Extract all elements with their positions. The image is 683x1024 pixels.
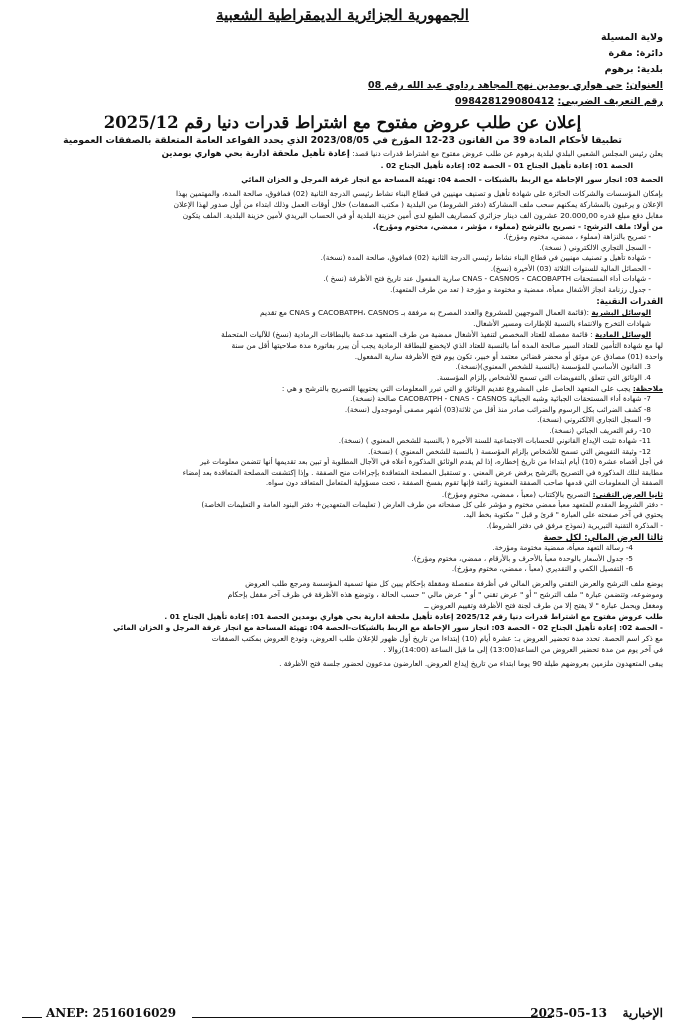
deposit-line: ومغفل ويحمل عبارة " لا يفتح إلا من طرف لجنة فتح الأظرفة وتقييم العروض ــ bbox=[424, 600, 663, 610]
deposit-line: يوضع ملف الترشح والعرض التقني والعرض المالي في أظرفة منفصلة ومقفلة بإحكام يبين كل منها تسمية المؤسسة ومرجع طلب العروض bbox=[245, 578, 663, 588]
lots-line-2: الحصة 03: انجاز سور الإحاطة مع الربط بالشبكات - الحصة 04: تهيئة المساحة مع انجاز غرفة المرجل و الخزان المائي bbox=[241, 175, 663, 184]
issuer-header bbox=[22, 30, 663, 110]
warning-line: في أجل أقصاه عشرة (10) أيام ابتداءا من تاريخ إخطاره، إذا لم يقدم الوثائق المذكورة أعلاه في الآجال المطلوبة أو تبين بعد تقديمها أنها تتضمن معلومات غير bbox=[200, 457, 663, 466]
human-resources-text: :(قائمة العمال الموجهين للمشروع والعدد المصرح به مرفقة بـ CACOBATPH، CASNOS و CNAS مع تقديم bbox=[260, 308, 589, 317]
financial-items bbox=[22, 543, 663, 575]
material-resources-text: : قائمة مفصلة للعتاد المخصص لتنفيذ الأشغال ممضية من طرف المتعهد مدعمة بالبطاقات الرمادية (نسخ) للآليات المتحملة bbox=[221, 330, 593, 339]
technical-offer-line-2: - دفتر الشروط المقدم للمتعهد معبأ ممضي مختوم و مؤشر على كل صفحاته من طرف العارض ( تعليمات المتعهدين+ دفتر البنود العامة و التعليمات الخاصة) bbox=[201, 499, 663, 509]
legal-reference: تطبيقا لأحكام المادة 39 من القانون 23-12 المؤرخ في 2023/08/05 الذي يحدد القواعد العامة المتعلقة بالصفقات العمومية bbox=[63, 135, 622, 146]
legal-items bbox=[22, 362, 663, 383]
deposit-line: في آخر يوم من مدة تحضير العروض من الساعة(13:00) إلى ما قبل الساعة (14:00)زوالا . bbox=[383, 644, 663, 654]
technical-offer-line bbox=[22, 489, 663, 500]
financial-offer-heading: ثالثا العرض المالي: لكل حصة bbox=[543, 532, 663, 542]
list-item: 3. القانون الأساسي للمؤسسة (بالنسبة للشخص المعنوي)(نسخة). bbox=[455, 362, 651, 371]
list-item: - السجل التجاري الالكتروني ( نسخة). bbox=[539, 242, 651, 252]
list-item: 5- جدول الأسعار بالوحدة معبأ بالأحرف و بالأرقام ، ممضي، مختوم ومؤرخ). bbox=[411, 553, 633, 563]
anep-number: ANEP: 2516016029 bbox=[46, 1006, 177, 1020]
note-text: يجب على المتعهد الحاصل على المشروع تقديم الوثائق و التي تبرر المعلومات التي يحتويها التصريح بالترشح و هي : bbox=[281, 384, 631, 393]
lots-line-1: الحصة 01: إعادة تأهيل الجناح 01 - الحصة 02: إعادة تأهيل الجناح 02 . bbox=[380, 161, 633, 170]
list-item: 11- شهادة تثبت الإيداع القانوني للحسابات الاجتماعية للسنة الأخيرة ( بالنسبة للشخص المعنوي ) (نسخة). bbox=[338, 436, 651, 445]
deposit-line: وموضوعه، وتتضمن عبارة " ملف الترشح " أو " عرض تقني " أو " عرض مالي " حسب الحالة ، وتوضع هذه الأظرفة في ظرف آخر مقفل بإحكام bbox=[227, 589, 663, 599]
human-resources-line bbox=[22, 307, 663, 318]
baladiya-line: بلدية: برهوم bbox=[604, 64, 663, 75]
technical-offer-text: التصريح بالإكتتاب (معبأ ، ممضي، مختوم ومؤرخ). bbox=[441, 489, 591, 499]
body-paragraph-line: مقابل دفع مبلغ قدره 20.000,00 عشرون الف دينار جزائري كمصاريف الطبع لدى أمين خزينة البلدية أو في الحساب البريدي لأمين خزينة البلدية. الملف يتكون bbox=[182, 211, 663, 220]
list-item: 8- كشف الضرائب بكل الرسوم والضرائب صادر منذ أقل من ثلاثة(03) أشهر مصفى أوموجدول (نسخة). bbox=[344, 404, 651, 414]
warning-line: مطابقة لتلك المذكورة في التصريح بالترشح يرفض عرض المعني . و تستقبل المصلحة المتعاقدة بإجراءات منح الصفقة . وإذا إكتشفت المصلحة المتعاقدة بعد إمضاء bbox=[182, 467, 663, 477]
warning-line: الصفقة أن المعلومات التي قدمها صاحب الصفقة المعنوية زائفة فإنها تقوم بفسخ الصفقة ، تحت مسؤولية المتعامل المتعاقد دون سواه. bbox=[265, 478, 663, 487]
list-item: 7- شهادة أداء المستحقات الجبائية وشبه الجبائية CACOBATPH - CNAS - CASNOS صالحة (نسخة). bbox=[350, 394, 651, 403]
material-resources-line-2: لها مع شهادة التأمين للعتاد السير صالحة المدة أما بالنسبة للعتاد الذي لايخضع للبطاقة الرمادية يجب أن يبرر بفاتورة مدة صلاحيتها أقل من سنة bbox=[231, 341, 663, 350]
tax-id-label: رقم التعريف الضريبي: bbox=[557, 96, 663, 107]
human-resources-line-2: شهادات التخرج والانتماء بالنسبة للإطارات ومسير الأشغال. bbox=[473, 319, 651, 328]
wilaya-line: ولاية المسيلة bbox=[601, 32, 663, 43]
list-item: 12- وثيقة التفويض التي تسمح للأشخاص بإلزام المؤسسة ( بالنسبة للشخص المعنوي ) (نسخة). bbox=[368, 446, 651, 456]
deposit-line: مع ذكر اسم الحصة. تحدد مدة تحضير العروض بـ: عشرة أيام (10) إبتداءا من تاريخ أول ظهور للإعلان طلب العروض، وتودع العروض بمكتب الصفقات bbox=[211, 633, 663, 643]
daira-line: دائرة: مقرة bbox=[608, 48, 663, 59]
material-resources-line-3: واحدة (01) مصادق عن موثق أو محضر قضائي معتمد أو خبير، تكون يوم فتح الأظرفة سارية المفعول. bbox=[354, 352, 663, 361]
address-line bbox=[22, 78, 663, 94]
technical-offer-label: ثانيا العرض التقني: bbox=[592, 489, 663, 499]
note-line bbox=[22, 383, 663, 394]
awardee-items bbox=[22, 394, 663, 457]
announcement-title: إعلان عن طلب عروض مفتوح مع اشتراط قدرات دنيا رقم 2025/12 bbox=[103, 113, 582, 132]
tax-id-line bbox=[22, 94, 663, 110]
newspaper-name: الإخبارية bbox=[622, 1006, 663, 1020]
list-item: - تصريح بالنزاهة (مملوء ، ممضي، مختوم ومؤرخ). bbox=[503, 232, 651, 241]
intro-text: يعلن رئيس المجلس الشعبي البلدي لبلدية برهوم عن طلب عروض مفتوح مع اشتراط قدرات دنيا قصد: bbox=[352, 149, 663, 158]
footer-bar bbox=[22, 1008, 663, 1024]
list-item: 4. الوثائق التي تتعلق بالتفويضات التي تسمح للأشخاص بإلزام المؤسسة. bbox=[437, 372, 651, 382]
deposit-line: يبقى المتعهدون ملزمين بعروضهم طيلة 90 يوما ابتداء من تاريخ إيداع العروض. العارضون مدعوون لحضور جلسة فتح الأظرفة . bbox=[279, 658, 663, 668]
address-value: حي هواري بومدين نهج المجاهد رداوي عبد الله رقم 08 bbox=[368, 80, 623, 91]
address-label: العنوان: bbox=[625, 80, 663, 91]
candidacy-items bbox=[22, 232, 663, 295]
list-item: - الحصائل المالية للسنوات الثلاثة (03) الأخيرة (نسخ). bbox=[490, 263, 651, 273]
deposit-line: طلب عروض مفتوح مع اشتراط قدرات دنيا رقم 2025/12 إعادة تأهيل ملحقة ادارية بحي هواري بومدين الحصة 01: إعادة تأهيل الجناح 01 . bbox=[164, 611, 663, 621]
project-name: إعادة تأهيل ملحقة ادارية بحي هواري بومدين bbox=[161, 149, 350, 159]
list-item: 6- التفصيل الكمي و التقديري (معبأ ، ممضي، مختوم ومؤرخ). bbox=[451, 564, 633, 573]
body-paragraph-line: الإعلان و يرغبون بالمشاركة يمكنهم سحب ملف المشاركة (دفتر الشروط) من البلدية ( مكتب الصفقات) خلال أوقات العمل وذلك ابتداء من أول صدور لهذا الإعلان bbox=[173, 200, 663, 209]
body-paragraph-line: بإمكان المؤسسات والشركات الحائزة على شهادة تأهيل و تصنيف مهنيين في قطاع البناء نشاط رئيسي الدرجة الثانية (02) فمافوق، صالحة المدة، والمهتمين بهذا bbox=[176, 189, 663, 198]
technical-offer-line-3: يحتوي في آخر صفحته على العبارة " قرئ و قبل " مكتوبة بخط اليد. bbox=[463, 510, 663, 519]
list-item: - جدول رزنامة انجاز الأشغال معبأة، ممضية و مختومة و مؤرخة ( تعد من طرف المتعهد). bbox=[390, 284, 651, 294]
tax-id-value: 098428129080412 bbox=[454, 96, 555, 107]
republic-heading: الجمهورية الجزائرية الديمقراطية الشعبية bbox=[216, 6, 469, 24]
footer-rule-left bbox=[22, 1017, 42, 1018]
list-item: 10- رقم التعريف الجبائي (نسخة). bbox=[549, 425, 651, 435]
technical-offer-line-4: - المذكرة التقنية التبريرية (نموذج مرفق في دفتر الشروط). bbox=[486, 520, 663, 530]
list-item: - شهادة تأهيل و تصنيف مهنيين في قطاع البناء نشاط رئيسي الدرجة الثانية (02) فمافوق، صالحة المدة (نسخة). bbox=[320, 253, 651, 262]
deposit-line: - الحصة 02: إعادة تأهيل الجناح 02 - الحصة 03: انجاز سور الإحاطة مع الربط بالشبكات-الحصة 04: تهيئة المساحة مع انجاز غرفة المرجل و الخزان المائي bbox=[113, 622, 663, 632]
list-item: 9- السجل التجاري الالكتروني (نسخة). bbox=[537, 415, 651, 424]
list-item: - شهادات أداء المستحقات CNAS - CASNOS - CACOBAPTH سارية المفعول عند تاريخ فتح الأظرفة (نسخ ). bbox=[323, 274, 651, 283]
human-resources-label: الوسائل البشرية bbox=[591, 308, 651, 317]
candidacy-file-heading: من أولا: ملف الترشح: - تصريح بالترشح (مملوء ، مؤشر ، ممضي، مختوم ومؤرخ). bbox=[372, 222, 663, 231]
note-label: ملاحظة: bbox=[632, 384, 663, 393]
material-resources-line bbox=[22, 329, 663, 340]
tech-capacities-heading: القدرات التقنية: bbox=[596, 296, 663, 306]
material-resources-label: الوسائل المادية bbox=[594, 330, 651, 339]
footer-rule-middle bbox=[192, 1017, 552, 1018]
intro-line bbox=[22, 148, 663, 160]
list-item: 4- رسالة التعهد معبأة، ممضية مختومة ومؤرخة. bbox=[492, 543, 633, 552]
publication-date: 2025-05-13 bbox=[530, 1006, 607, 1020]
